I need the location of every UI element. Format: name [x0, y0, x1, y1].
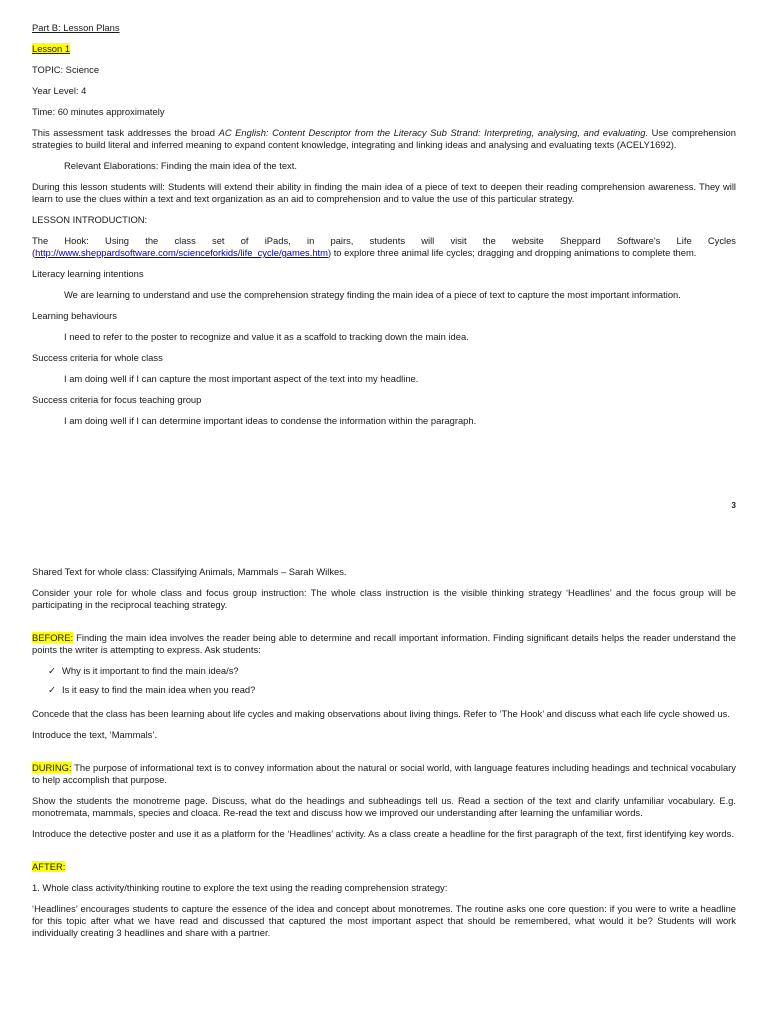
behaviours-text: I need to refer to the poster to recognize and value it as a scaffold to tracking down the main idea.: [64, 331, 469, 342]
introduce-text: Introduce the text, ‘Mammals’.: [32, 729, 158, 740]
list-item: [48, 684, 736, 696]
before-text: Finding the main idea involves the reader being able to determine and recall important information. Finding significant details helps the reader understand the points the writer is attempting to express. Ask students:: [32, 632, 736, 655]
hook-tail: ) to explore three animal life cycles; dragging and dropping animations to complete them.: [327, 247, 697, 258]
consider-role: Consider your role for whole class and focus group instruction: The whole class instruction is the visible thinking strategy ‘Headlines’ and the focus group will be participating in the reciprocal teaching strategy.: [32, 587, 736, 610]
before-label: BEFORE:: [32, 632, 74, 643]
question-text: Is it easy to find the main idea when you read?: [62, 684, 256, 695]
lesson-title-text: Lesson 1: [32, 43, 71, 54]
part-heading: Part B: Lesson Plans: [32, 22, 120, 33]
year-level: Year Level: 4: [32, 85, 87, 96]
success-whole-heading: Success criteria for whole class: [32, 352, 163, 363]
check-icon: ✓: [48, 684, 56, 695]
hook-lead: The Hook: Using the class set of iPads, in pairs, students will visit the website Sheppard Software's Life Cycles (: [32, 235, 736, 258]
success-focus-heading: Success criteria for focus teaching group: [32, 394, 202, 405]
during-lesson: During this lesson students will: Students will extend their ability in finding the main idea of a piece of text to deepen their reading comprehension awareness. They will learn to use the clues within a text and text organization as an aid to comprehension and to value the use of this particular strategy.: [32, 181, 736, 204]
during-text: The purpose of informational text is to convey information about the natural or social world, with language features including headings and technical vocabulary to help accomplish that purpose.: [32, 762, 736, 785]
topic: TOPIC: Science: [32, 64, 100, 75]
list-item: [48, 665, 736, 677]
relevant-elaborations: Relevant Elaborations: Finding the main idea of the text.: [64, 160, 297, 171]
detective-poster: Introduce the detective poster and use it as a platform for the ‘Headlines’ activity. As a class create a headline for the first paragraph of the text, first identifying key words.: [32, 828, 734, 839]
lesson-title: [32, 43, 736, 55]
question-list: [32, 665, 736, 696]
page-number: 3: [731, 501, 736, 510]
spacer: [32, 750, 736, 762]
success-focus-text: I am doing well if I can determine important ideas to condense the information within the paragraph.: [64, 415, 477, 426]
page-2: [32, 566, 736, 948]
after-label: AFTER:: [32, 861, 66, 872]
assessment-tail: Use comprehension strategies to build literal and inferred meaning to expand content knowledge, integrating and linking ideas and analysing and evaluating texts (ACELY1692).: [32, 127, 736, 150]
question-text: Why is it important to find the main idea/s?: [62, 665, 239, 676]
spacer: [32, 620, 736, 632]
before-paragraph: [32, 632, 736, 656]
after-heading: [32, 861, 736, 873]
assessment-lead: This assessment task addresses the broad: [32, 127, 219, 138]
assessment-descriptor: AC English: Content Descriptor from the Literacy Sub Strand: Interpreting, analysing, and evaluating.: [218, 127, 649, 138]
spacer: [32, 849, 736, 861]
literacy-heading: Literacy learning intentions: [32, 268, 144, 279]
literacy-text: We are learning to understand and use the comprehension strategy finding the main idea of a piece of text to capture the most important information.: [64, 289, 681, 300]
shared-text: Shared Text for whole class: Classifying Animals, Mammals – Sarah Wilkes.: [32, 566, 347, 577]
hook-link[interactable]: http://www.sheppardsoftware.com/scienceforkids/life_cycle/games.htm: [35, 247, 328, 258]
time: Time: 60 minutes approximately: [32, 106, 165, 117]
during-paragraph: [32, 762, 736, 786]
check-icon: ✓: [48, 665, 56, 676]
headlines-text: ‘Headlines’ encourages students to capture the essence of the idea and concept about monotremes. The routine asks one core question: if you were to write a headline for this topic after what we have read and discussed that captured the most important aspect that should be remembered, what would it be? Students will work individually creating 3 headlines and share with a partner.: [32, 903, 736, 938]
assessment-paragraph: [32, 127, 736, 151]
lesson-intro-heading: LESSON INTRODUCTION:: [32, 214, 148, 225]
page-1: [32, 22, 736, 436]
show-students: Show the students the monotreme page. Discuss, what do the headings and subheadings tell us. Read a section of the text and clarify unfamiliar vocabulary. E.g. monotremata, mammals, species and cloaca. Re-read the text and discuss how we improved our understanding after learning the unfamiliar words.: [32, 795, 736, 818]
success-whole-text: I am doing well if I can capture the most important aspect of the text into my headline.: [64, 373, 419, 384]
after-item-1: 1. Whole class activity/thinking routine to explore the text using the reading comprehension strategy:: [32, 882, 448, 893]
during-label: DURING:: [32, 762, 72, 773]
hook-paragraph: [32, 235, 736, 259]
concede-paragraph: Concede that the class has been learning about life cycles and making observations about living things. Refer to ‘The Hook’ and discuss what each life cycle showed us.: [32, 708, 730, 719]
behaviours-heading: Learning behaviours: [32, 310, 117, 321]
